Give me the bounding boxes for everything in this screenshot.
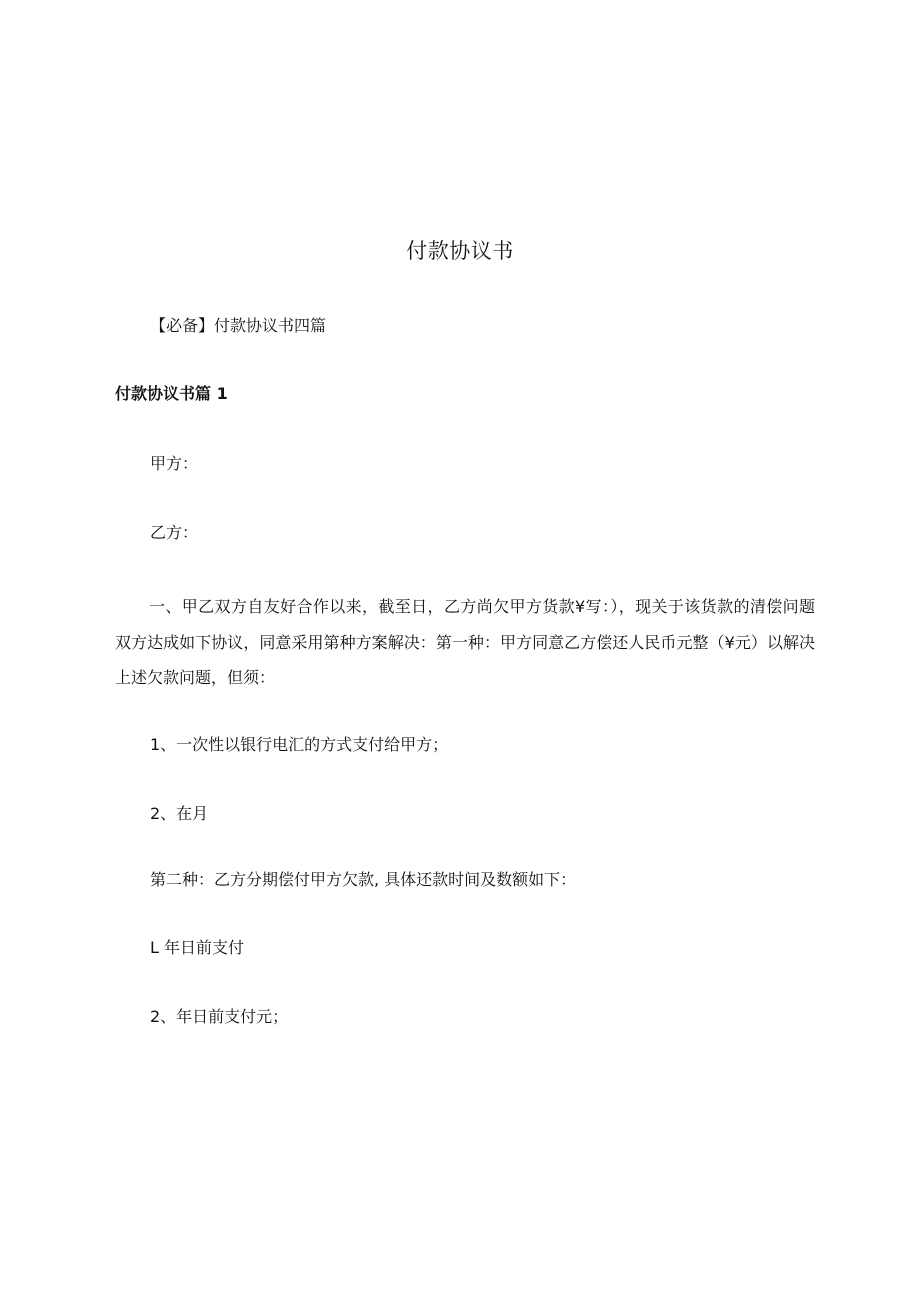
payment-plan-item-2: 2、年日前支付元；	[150, 1007, 289, 1026]
list-item-2: 2、在月	[150, 804, 209, 823]
party-a-label: 甲方：	[150, 454, 199, 473]
document-subtitle: 【必备】付款协议书四篇	[150, 316, 327, 335]
section-heading: 付款协议书篇 1	[115, 384, 228, 403]
document-title: 付款协议书	[406, 239, 514, 263]
party-b-label: 乙方：	[150, 523, 199, 542]
list-item-1: 1、一次性以银行电汇的方式支付给甲方；	[150, 735, 449, 754]
agreement-paragraph: 一、甲乙双方自友好合作以来，截至日，乙方尚欠甲方货款¥写：），现关于该货款的清偿问题双方达成如下协议，同意采用第种方案解决：第一种：甲方同意乙方偿还人民币元整（¥元）以解决上述欠款问题，但须：	[115, 597, 815, 687]
option-two-paragraph: 第二种：乙方分期偿付甲方欠款, 具体还款时间及数额如下：	[150, 870, 577, 889]
payment-plan-item-1: L 年日前支付	[150, 938, 245, 957]
